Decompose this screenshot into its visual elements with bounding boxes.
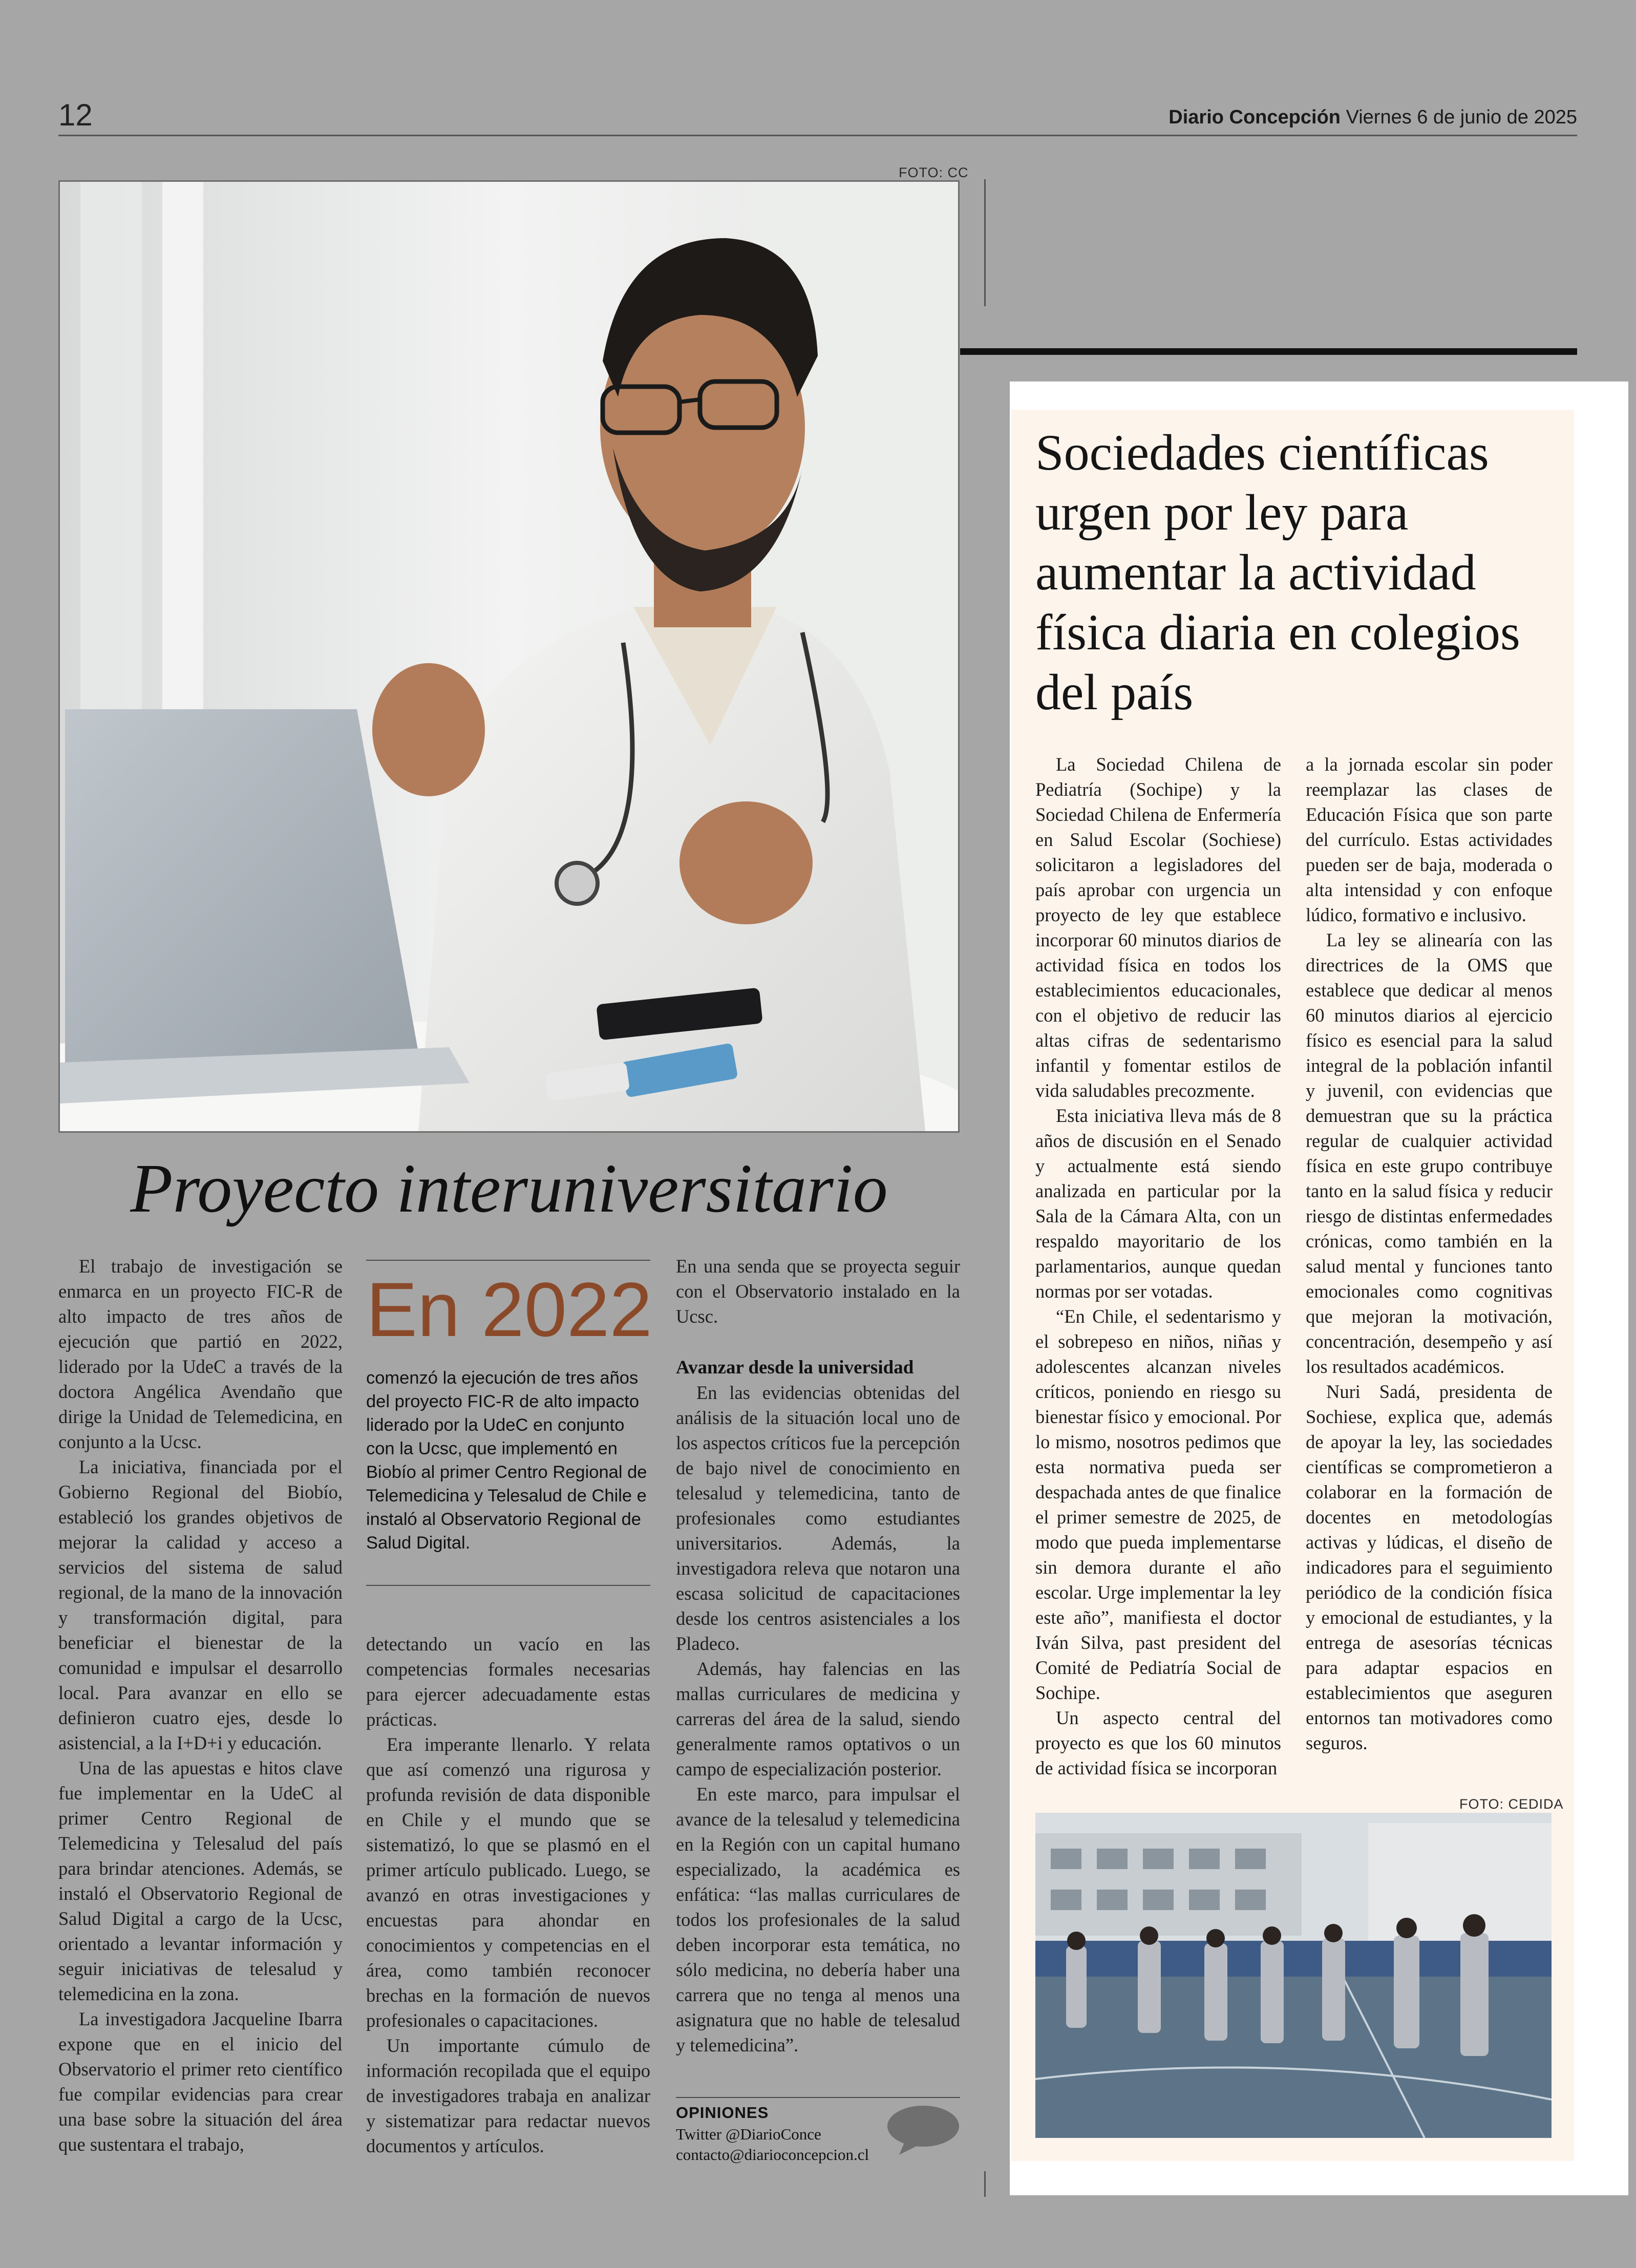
opinion-twitter[interactable]: Twitter @DiarioConce: [676, 2125, 821, 2143]
sidebar-paragraph: La ley se alinearía con las directrices de la OMS que establece que dedicar al menos 60 minutos diarios al ejercicio físico es esencial para la salud integral de la población infantil y juvenil, con evidencias que demuestran que su la práctica regular de cualquier actividad física en este grupo contribuye tanto en la salud física y reducir riesgo de distintas enfermedades crónicas, como también en la salud mental y funciones tanto emocionales como cognitivas que mejoran la motivación, concentración, desempeño y así los resultados académicos.: [1306, 929, 1553, 1377]
section-rule: [960, 348, 1577, 355]
sidebar-paragraph: a la jornada escolar sin poder reemplazar las clases de Educación Física que son parte del currículo. Estas actividades pueden ser de baja, moderada o alta intensidad y con enfoque lúdico, formativo e inclusivo.: [1306, 754, 1553, 925]
hero-photo: [58, 180, 960, 1133]
article-paragraph: Además, hay falencias en las mallas curriculares de medicina y carreras del área de la salud, siendo generalmente ramos optativos o un campo de especialización posterior.: [676, 1658, 960, 1779]
hero-photo-credit: FOTO: CC: [899, 165, 969, 180]
sidebar-paragraph: “En Chile, el sedentarismo y el sobrepeso en niños, niñas y adolescentes alcanzan niveles críticos, poniendo en riesgo su bienestar físico y emocional. Por lo mismo, nosotros pedimos que esta normativa pueda ser despachada antes de que finalice el primer semestre de 2025, de modo que pueda implementarse sin demora durante el año escolar. Urge implementar la ley este año”, manifiesta el doctor Iván Silva, past president del Comité de Pediatría Social de Sochipe.: [1035, 1306, 1281, 1703]
sidebar-column-1: [1035, 752, 1281, 1781]
sidebar-paragraph: Nuri Sadá, presidenta de Sochiese, explica que, además de apoyar la ley, las sociedades científicas se comprometieron a colaborar en la formación de docentes en metodologías activas y lúdicas, el diseño de indicadores para el seguimiento periódico de la condición física y emocional de estudiantes, y la entrega de asesorías técnicas para adaptar espacios en establecimientos que aseguren entornos tan motivadores como seguros.: [1306, 1381, 1553, 1753]
article-paragraph: detectando un vacío en las competencias formales necesarias para ejercer adecuadamente estas prácticas.: [366, 1634, 650, 1730]
sidebar-paragraph: La Sociedad Chilena de Pediatría (Sochipe) y la Sociedad Chilena de Enfermería en Salud Escolar (Sochiese) solicitaron a legisladores del país aprobar con urgencia un proyecto de ley que establece incorporar 60 minutos diarios de actividad física en todos los establecimientos educacionales, con el objetivo de reducir las altas cifras de sedentarismo infantil y fomentar estilos de vida saludables precozmente.: [1035, 754, 1281, 1101]
newspaper-name: Diario Concepción: [1168, 107, 1341, 128]
page-number: 12: [58, 98, 93, 132]
opinion-contact-email[interactable]: contacto@diarioconcepcion.cl: [676, 2146, 869, 2164]
article-paragraph: La iniciativa, financiada por el Gobierno Regional del Biobío, estableció los grandes objetivos de mejorar la calidad y acceso a servicios del sistema de salud regional, de la mano de la innovación y transformación digital, para beneficiar el bienestar de la comunidad e impulsar el desarrollo local. Para avanzar en ello se definieron cuatro ejes, desde lo asistencial, a la I+D+i y educación.: [58, 1456, 343, 1753]
pull-quote-rule-bottom: [366, 1585, 650, 1586]
opinion-rule: [676, 2097, 960, 2098]
header-rule: [58, 135, 1577, 136]
masthead: [1168, 107, 1577, 129]
column-rule: [984, 2171, 986, 2197]
article-column-3-intro: [676, 1254, 960, 1329]
sidebar-column-2: [1306, 752, 1553, 1755]
pull-quote-text: comenzó la ejecución de tres años del proyecto FIC-R de alto impacto liderado por la UdeC en conjunto con la Ucsc, que implementó en Biobío al primer Centro Regional de Telemedicina y Telesalud de Chile e instaló al Observatorio Regional de Salud Digital.: [366, 1368, 647, 1553]
article-paragraph: Era imperante llenarlo. Y relata que así comenzó una rigurosa y profunda revisión de data disponible en Chile y el mundo que se sistematizó, lo que se plasmó en el primer artículo publicado. Luego, se avanzó en otras investigaciones y encuestas para ahondar en conocimientos y competencias en el área, como también reconocer brechas en la formación de nuevos profesionales o capacitaciones.: [366, 1734, 650, 2031]
sidebar-headline: Sociedades científicas urgen por ley para aumentar la actividad física diaria en colegios del país: [1035, 424, 1520, 720]
students-running-illustration: [1035, 1813, 1552, 2138]
opinion-heading: OPINIONES: [676, 2104, 769, 2122]
doctor-illustration: [60, 182, 958, 1131]
sidebar-photo: [1035, 1813, 1552, 2138]
article-column-1: [58, 1254, 343, 2157]
article-paragraph: En las evidencias obtenidas del análisis de la situación local uno de los aspectos críticos fue la percepción de bajo nivel de conocimiento en telesalud y telemedicina, tanto de profesionales como estudiantes universitarios. Además, la investigadora releva que notaron una escasa solicitud de capacitaciones desde los centros asistenciales a los Pladeco.: [676, 1382, 960, 1654]
article-paragraph: En este marco, para impulsar el avance de la telesalud y telemedicina en la Región con un capital humano especializado, la académica es enfática: “las mallas curriculares de todos los profesionales de la salud deben incorporar esta temática, no sólo medicina, no debería haber una carrera que no tenga al menos una asignatura que no hable de telesalud y telemedicina”.: [676, 1784, 960, 2055]
article-paragraph: En una senda que se proyecta seguir con el Observatorio instalado en la Ucsc.: [676, 1256, 960, 1327]
article-headline: Proyecto interuniversitario: [130, 1150, 888, 1227]
pull-quote-number: En 2022: [366, 1266, 652, 1352]
article-column-2: [366, 1631, 650, 2158]
sidebar-photo-credit: FOTO: CEDIDA: [1459, 1796, 1564, 1812]
sidebar-paragraph: Esta iniciativa lleva más de 8 años de discusión en el Senado y actualmente está siendo analizada en particular por la Sala de la Cámara Alta, con un respaldo mayoritario de los parlamentarios, aunque quedan normas por ser votadas.: [1035, 1105, 1281, 1302]
issue-date: Viernes 6 de junio de 2025: [1346, 107, 1577, 128]
article-paragraph: Una de las apuestas e hitos clave fue implementar en la UdeC al primer Centro Regional de Telemedicina y Telesalud del país para brindar atenciones. Además, se instaló el Observatorio Regional de Salud Digital a cargo de la Ucsc, orientado a levantar información y seguir iniciativas de telesalud y telemedicina en la zona.: [58, 1757, 343, 2004]
sidebar-paragraph: Un aspecto central del proyecto es que los 60 minutos de actividad física se incorporan: [1035, 1707, 1281, 1778]
column-rule: [984, 179, 986, 306]
speech-bubble-icon: [885, 2105, 962, 2158]
article-subheading: Avanzar desde la universidad: [676, 1357, 914, 1378]
pull-quote-rule-top: [366, 1260, 650, 1261]
article-paragraph: La investigadora Jacqueline Ibarra expone que en el inicio del Observatorio el primer reto científico fue compilar evidencias para crear una base sobre la situación del área que sustentara el trabajo,: [58, 2008, 343, 2155]
article-paragraph: El trabajo de investigación se enmarca en un proyecto FIC-R de alto impacto de tres años de ejecución que partió en 2022, liderado por la UdeC a través de la doctora Angélica Avendaño que dirige la Unidad de Telemedicina, en conjunto a la Ucsc.: [58, 1256, 343, 1452]
article-paragraph: Un importante cúmulo de información recopilada que el equipo de investigadores trabaja en analizar y sistematizar para redactar nuevos documentos y artículos.: [366, 2035, 650, 2156]
article-column-3: [676, 1380, 960, 2058]
